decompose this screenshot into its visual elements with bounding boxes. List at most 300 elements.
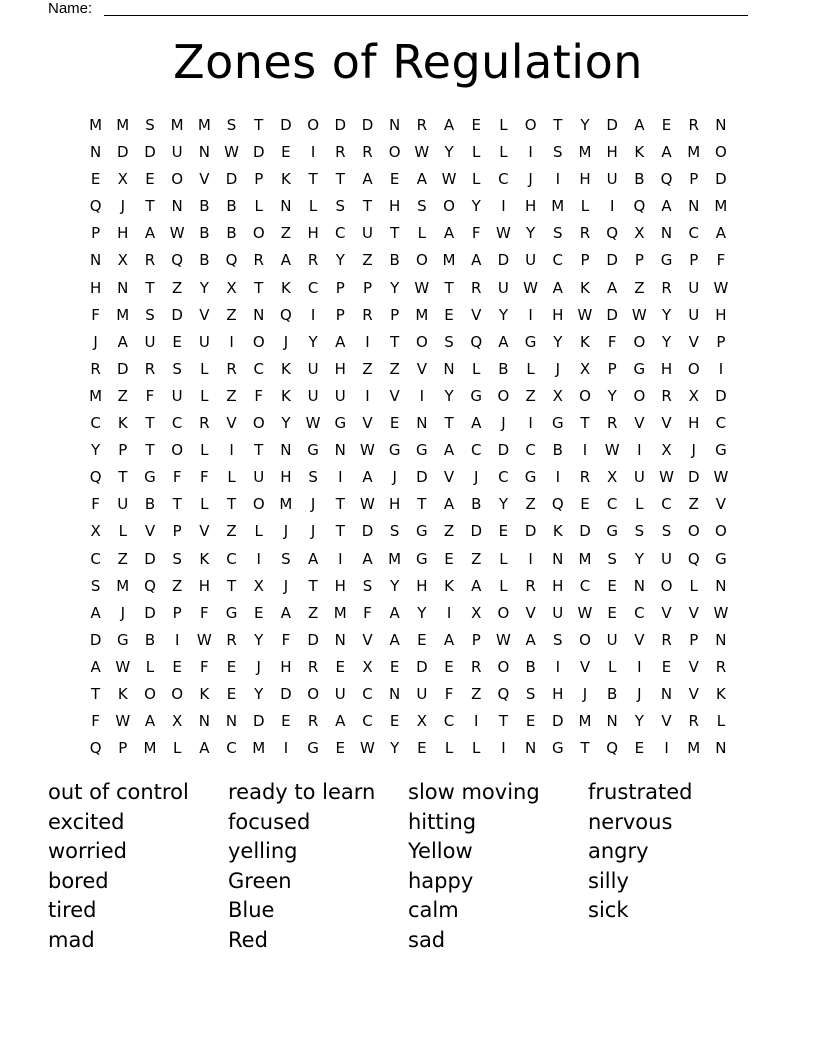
grid-letter: A [389, 603, 400, 622]
grid-letter: Y [199, 278, 209, 297]
grid-letter: Q [633, 197, 646, 216]
grid-letter: P [716, 332, 726, 351]
grid-letter: Z [471, 549, 482, 568]
grid-letter: A [661, 197, 672, 216]
grid-letter: Y [91, 441, 101, 460]
grid-letter: E [226, 684, 237, 703]
grid-letter: X [661, 441, 672, 460]
grid-letter: R [144, 251, 156, 270]
grid-letter: E [335, 657, 346, 676]
grid-letter: K [117, 684, 128, 703]
grid-letter: R [525, 576, 536, 595]
grid-letter: D [416, 657, 428, 676]
grid-letter: T [226, 495, 237, 514]
grid-letter: L [308, 197, 318, 216]
grid-letter: C [606, 495, 618, 514]
grid-letter: I [528, 414, 533, 433]
word-list-item: hitting [408, 809, 477, 834]
grid-letter: S [553, 224, 563, 243]
grid-letter: Z [443, 522, 455, 541]
word-list-item: bored [48, 868, 109, 893]
grid-letter: L [499, 116, 508, 134]
grid-letter: F [200, 657, 209, 676]
grid-letter: R [471, 278, 482, 297]
grid-letter: P [362, 278, 372, 297]
grid-letter: E [253, 603, 264, 622]
grid-letter: U [253, 468, 265, 487]
grid-letter: M [687, 739, 701, 758]
grid-letter: I [582, 441, 588, 460]
grid-letter: H [117, 224, 129, 243]
grid-letter: P [580, 251, 590, 270]
grid-letter: K [117, 414, 128, 433]
grid-letter: Y [390, 739, 400, 758]
grid-letter: H [307, 224, 319, 243]
grid-letter: S [417, 197, 427, 216]
grid-letter: D [89, 630, 102, 649]
grid-letter: Y [390, 576, 400, 595]
grid-letter: J [283, 332, 289, 351]
grid-letter: T [444, 414, 454, 433]
grid-letter: M [578, 549, 592, 568]
grid-letter: A [552, 278, 563, 297]
grid-letter: F [91, 712, 100, 731]
grid-letter: R [661, 630, 672, 649]
grid-letter: S [634, 522, 645, 541]
grid-letter: A [443, 224, 455, 243]
grid-letter: M [333, 603, 347, 622]
grid-letter: C [688, 224, 699, 243]
grid-letter: K [634, 143, 645, 162]
grid-letter: U [334, 684, 346, 703]
grid-letter: K [715, 684, 726, 703]
grid-letter: V [443, 468, 455, 487]
grid-letter: P [91, 224, 101, 243]
grid-letter: Z [226, 305, 237, 324]
grid-letter: E [580, 495, 590, 514]
grid-letter: L [227, 468, 236, 487]
grid-letter: C [470, 441, 482, 460]
grid-letter: F [281, 630, 291, 649]
grid-letter: D [606, 116, 618, 134]
grid-letter: L [172, 739, 182, 758]
word-list-item: sick [588, 898, 629, 923]
grid-letter: U [606, 170, 618, 189]
word-list-item: calm [408, 898, 459, 923]
grid-letter: T [444, 278, 454, 297]
grid-letter: J [283, 576, 289, 595]
grid-letter: Y [390, 278, 400, 297]
grid-letter: N [334, 441, 346, 460]
page-title: Zones of Regulation [173, 35, 643, 89]
grid-letter: I [310, 143, 316, 162]
grid-letter: Z [117, 549, 128, 568]
grid-letter: J [501, 414, 506, 433]
grid-letter: C [715, 414, 727, 433]
grid-letter: L [444, 739, 454, 758]
grid-letter: F [200, 468, 209, 487]
grid-letter: Y [553, 332, 563, 351]
grid-letter: C [552, 251, 564, 270]
grid-letter: T [390, 332, 400, 351]
grid-letter: D [497, 251, 510, 270]
grid-letter: N [715, 116, 727, 134]
grid-letter: L [254, 522, 263, 541]
grid-letter: R [226, 630, 237, 649]
grid-letter: O [497, 386, 510, 405]
grid-letter: R [335, 143, 346, 162]
grid-letter: N [225, 712, 238, 731]
grid-letter: H [524, 197, 537, 216]
grid-letter: S [362, 576, 373, 595]
grid-letter: V [661, 603, 672, 622]
grid-letter: S [553, 143, 563, 162]
grid-letter: D [144, 549, 156, 568]
grid-letter: O [388, 143, 401, 162]
grid-letter: U [688, 305, 700, 324]
grid-letter: Y [661, 332, 672, 351]
grid-letter: J [691, 441, 696, 460]
grid-letter: L [472, 170, 481, 189]
grid-letter: N [688, 197, 700, 216]
grid-letter: C [661, 495, 672, 514]
grid-letter: I [229, 332, 234, 351]
word-list-item: angry [588, 839, 649, 864]
grid-letter: A [362, 170, 373, 189]
grid-letter: E [634, 739, 645, 758]
grid-letter: G [307, 739, 319, 758]
grid-letter: D [144, 603, 156, 622]
grid-letter: O [252, 414, 265, 433]
grid-letter: C [226, 739, 237, 758]
grid-letter: P [335, 278, 345, 297]
grid-letter: L [472, 739, 481, 758]
grid-letter: P [118, 441, 128, 460]
grid-letter: Z [525, 386, 536, 405]
grid-letter: U [171, 143, 183, 162]
grid-letter: M [252, 739, 266, 758]
grid-letter: B [144, 630, 156, 649]
grid-letter: H [715, 305, 727, 324]
grid-letter: N [280, 197, 292, 216]
grid-letter: U [497, 278, 509, 297]
grid-letter: F [444, 684, 454, 703]
grid-letter: L [200, 386, 209, 405]
grid-letter: Z [117, 386, 128, 405]
grid-letter: N [389, 116, 401, 134]
grid-letter: C [90, 549, 101, 568]
grid-letter: N [198, 143, 210, 162]
grid-letter: H [552, 684, 564, 703]
grid-letter: T [417, 495, 427, 514]
grid-letter: R [199, 414, 210, 433]
grid-letter: M [388, 549, 402, 568]
grid-letter: L [499, 143, 508, 162]
grid-letter: A [471, 576, 482, 595]
grid-letter: V [226, 414, 237, 433]
grid-letter: N [198, 712, 210, 731]
grid-letter: M [170, 116, 184, 134]
grid-letter: U [198, 332, 210, 351]
grid-letter: W [196, 630, 212, 649]
grid-letter: I [501, 197, 506, 216]
grid-letter: D [497, 441, 510, 460]
grid-letter: T [145, 414, 155, 433]
grid-letter: S [525, 684, 536, 703]
grid-letter: O [715, 143, 727, 162]
grid-letter: F [607, 332, 617, 351]
grid-letter: I [310, 305, 316, 324]
grid-letter: V [715, 495, 727, 514]
grid-letter: Q [497, 684, 510, 703]
grid-letter: N [89, 143, 102, 162]
grid-letter: G [470, 386, 483, 405]
grid-letter: T [553, 116, 563, 134]
grid-letter: E [389, 170, 400, 189]
grid-letter: C [498, 170, 509, 189]
grid-letter: F [471, 224, 481, 243]
grid-letter: V [362, 630, 373, 649]
grid-letter: M [442, 251, 456, 270]
grid-letter: L [417, 224, 427, 243]
grid-letter: E [172, 332, 182, 351]
grid-letter: G [388, 441, 401, 460]
grid-letter: T [335, 495, 345, 514]
grid-letter: E [661, 116, 672, 134]
grid-letter: N [171, 197, 183, 216]
grid-letter: K [280, 359, 291, 378]
grid-letter: T [308, 576, 318, 595]
grid-letter: Z [172, 576, 183, 595]
grid-letter: H [552, 305, 564, 324]
grid-letter: P [607, 359, 617, 378]
grid-letter: V [144, 522, 156, 541]
grid-letter: N [280, 441, 292, 460]
grid-letter: X [471, 603, 482, 622]
grid-letter: I [446, 603, 452, 622]
grid-letter: E [498, 522, 509, 541]
word-list-item: Yellow [408, 839, 473, 864]
grid-letter: J [120, 603, 125, 622]
grid-letter: D [280, 116, 292, 134]
grid-letter: W [713, 468, 729, 487]
grid-letter: G [715, 549, 727, 568]
grid-letter: A [443, 630, 455, 649]
grid-letter: W [169, 224, 185, 243]
grid-letter: E [389, 414, 400, 433]
grid-letter: N [389, 684, 401, 703]
grid-letter: K [280, 386, 291, 405]
grid-letter: U [661, 549, 673, 568]
word-list-item: mad [48, 927, 95, 952]
grid-letter: N [633, 576, 645, 595]
grid-letter: I [229, 441, 234, 460]
grid-letter: W [360, 739, 375, 758]
grid-letter: F [254, 386, 264, 405]
grid-letter: R [661, 386, 672, 405]
grid-letter: C [443, 712, 455, 731]
grid-letter: D [307, 630, 319, 649]
grid-letter: W [631, 305, 647, 324]
grid-letter: W [115, 657, 131, 676]
grid-letter: R [362, 143, 373, 162]
grid-letter: W [577, 305, 593, 324]
grid-letter: Y [526, 224, 536, 243]
grid-letter: M [687, 143, 701, 162]
word-list-item: worried [48, 839, 128, 864]
grid-letter: Y [444, 143, 454, 162]
grid-letter: E [172, 657, 182, 676]
grid-letter: D [117, 143, 129, 162]
grid-letter: Q [89, 468, 102, 487]
grid-letter: V [688, 603, 699, 622]
grid-letter: W [577, 603, 593, 622]
grid-letter: F [91, 495, 100, 514]
grid-letter: I [637, 657, 642, 676]
grid-letter: A [715, 224, 727, 243]
grid-letter: I [174, 630, 180, 649]
grid-letter: R [253, 251, 264, 270]
grid-letter: S [172, 549, 182, 568]
grid-letter: X [634, 224, 645, 243]
grid-letter: D [606, 251, 618, 270]
grid-letter: E [444, 305, 454, 324]
grid-letter: Z [525, 495, 536, 514]
grid-letter: K [280, 170, 291, 189]
grid-letter: A [307, 549, 319, 568]
grid-letter: T [145, 441, 155, 460]
grid-letter: J [283, 522, 289, 541]
grid-letter: P [689, 251, 699, 270]
grid-letter: N [606, 712, 618, 731]
grid-letter: K [199, 549, 210, 568]
grid-letter: D [687, 468, 700, 487]
grid-letter: B [525, 657, 536, 676]
grid-letter: I [528, 143, 533, 162]
grid-letter: J [555, 359, 560, 378]
grid-letter: T [91, 684, 101, 703]
grid-letter: O [252, 224, 265, 243]
grid-letter: B [199, 197, 210, 216]
grid-letter: W [441, 170, 457, 189]
grid-letter: Z [389, 359, 400, 378]
grid-letter: D [606, 305, 618, 324]
grid-letter: Y [254, 630, 264, 649]
grid-letter: N [253, 305, 265, 324]
grid-letter: R [688, 712, 699, 731]
grid-letter: V [199, 170, 210, 189]
grid-letter: Z [280, 224, 292, 243]
grid-letter: S [661, 522, 672, 541]
grid-letter: S [607, 549, 617, 568]
grid-letter: L [607, 657, 617, 676]
grid-letter: G [307, 441, 319, 460]
grid-letter: N [443, 359, 455, 378]
name-label: Name: [48, 0, 93, 17]
grid-letter: R [307, 251, 319, 270]
grid-letter: L [145, 657, 155, 676]
grid-letter: G [660, 251, 673, 270]
grid-letter: S [389, 522, 400, 541]
grid-letter: U [633, 468, 645, 487]
grid-letter: A [144, 224, 156, 243]
grid-letter: I [664, 739, 669, 758]
grid-letter: Y [634, 549, 644, 568]
grid-letter: I [256, 549, 261, 568]
grid-letter: S [553, 630, 563, 649]
grid-letter: Y [471, 197, 481, 216]
grid-letter: O [252, 495, 265, 514]
grid-letter: R [144, 359, 156, 378]
grid-letter: H [389, 495, 401, 514]
grid-letter: M [551, 197, 565, 216]
grid-letter: N [416, 414, 428, 433]
grid-letter: W [713, 278, 729, 297]
grid-letter: A [498, 332, 509, 351]
grid-letter: D [524, 522, 537, 541]
grid-letter: X [552, 386, 563, 405]
grid-letter: T [172, 495, 182, 514]
grid-letter: X [117, 251, 128, 270]
grid-letter: X [607, 468, 618, 487]
grid-letter: C [362, 712, 373, 731]
grid-letter: R [471, 657, 482, 676]
grid-letter: X [172, 712, 183, 731]
grid-letter: D [144, 143, 156, 162]
grid-letter: W [604, 441, 620, 460]
grid-letter: G [416, 522, 428, 541]
grid-letter: A [362, 468, 373, 487]
grid-letter: K [280, 278, 291, 297]
grid-letter: D [470, 522, 482, 541]
grid-letter: I [609, 197, 615, 216]
grid-letter: M [116, 116, 130, 134]
grid-letter: N [334, 630, 346, 649]
grid-letter: H [579, 170, 591, 189]
grid-letter: O [497, 603, 510, 622]
name-row [48, 0, 748, 22]
grid-letter: A [335, 712, 346, 731]
grid-letter: B [389, 251, 400, 270]
grid-letter: U [416, 684, 428, 703]
grid-letter: A [607, 278, 618, 297]
grid-letter: E [281, 143, 291, 162]
grid-letter: J [392, 468, 397, 487]
grid-letter: X [90, 522, 101, 541]
grid-letter: L [526, 359, 535, 378]
grid-letter: X [579, 359, 591, 378]
word-list-item: silly [588, 868, 629, 893]
grid-letter: O [415, 332, 428, 351]
grid-letter: E [444, 549, 454, 568]
grid-letter: D [225, 170, 238, 189]
grid-letter: O [252, 332, 265, 351]
grid-letter: R [579, 468, 591, 487]
grid-letter: R [661, 278, 672, 297]
grid-letter: O [687, 522, 700, 541]
grid-letter: L [499, 576, 508, 595]
grid-letter: M [116, 305, 130, 324]
word-list-item: Green [228, 868, 292, 893]
grid-letter: L [716, 712, 726, 731]
grid-letter: P [471, 630, 481, 649]
word-list-item: Blue [228, 898, 275, 923]
grid-letter: V [688, 657, 699, 676]
grid-letter: T [145, 197, 155, 216]
name-blank-line[interactable] [104, 15, 748, 16]
word-list-item: happy [408, 868, 474, 893]
grid-letter: E [607, 576, 617, 595]
